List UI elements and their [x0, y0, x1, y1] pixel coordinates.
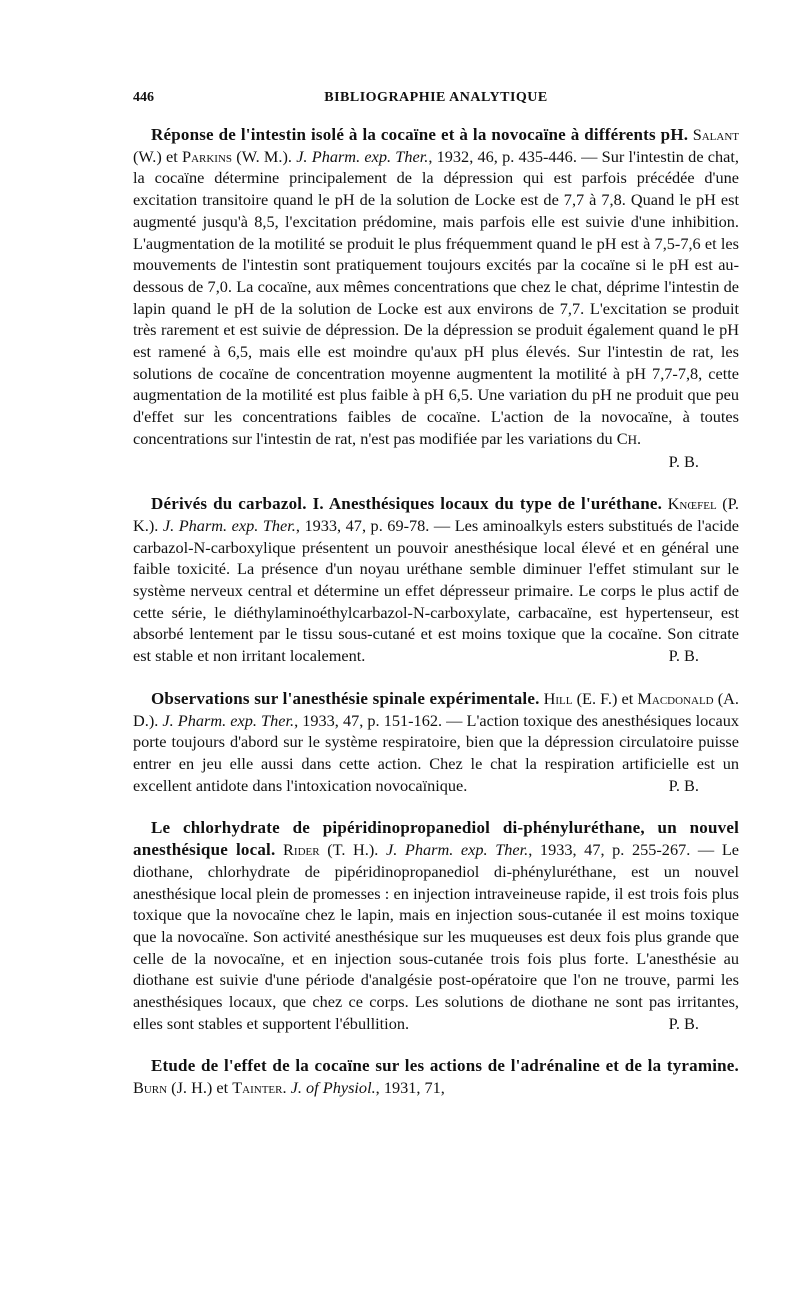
- author-initials: (E. F.) et: [576, 688, 634, 708]
- abstract-paragraph: [133, 688, 739, 797]
- article-title: Réponse de l'intestin isolé à la cocaïne et à la novocaïne à différents pH.: [151, 125, 689, 144]
- abstract-body: Sur l'intestin de chat, la cocaïne détermine principalement de la dépression qui est parfois précédée d'une excitation transitoire quand le pH de la solution de Locke est de 7,7 à 7,8. Quand le pH est augmenté jusqu'à 8,5, l'excitation prédomine, mais parfois elle est suivie d'une inhibition. L'augmentation de la motilité se produit le plus fréquemment quand le pH est à 7,5-7,6 et les mouvements de l'intestin sont pratiquement toujours excités par la cocaïne si le pH est au-dessous de 7,0. La cocaïne, aux mêmes concentrations que chez le chat, déprime l'intestin de lapin quand le pH de la solution de Locke est aux environs de 7,7. L'excitation se produit très rarement et est suivie de dépression. De la dépression se produit également quand le pH est ramené à 6,5, mais elle est moindre qu'aux pH plus élevés. Sur l'intestin de rat, les solutions de cocaïne de concentration moyenne augmentent la motilité à pH 7,7-7,8, cette augmentation de la motilité est plus faible à pH 6,5. Une variation du pH ne produit que peu d'effet sur les concentrations faibles de cocaïne. L'action de la novocaïne, à toutes concentrations sur l'intestin de rat, n'est pas modifiée par les variations du C: [133, 146, 739, 448]
- author-initials: (T. H.).: [327, 840, 379, 860]
- signature: P. B.: [668, 775, 699, 795]
- abstract-entry: [133, 1055, 739, 1098]
- author-name: Hill: [543, 688, 573, 708]
- author-name: Knœfel: [667, 494, 717, 514]
- page-header: [133, 90, 739, 112]
- abstract-body: Le diothane, chlorhydrate de pipéridinopropanediol di-phényluréthane, est un nouvel anesthésique local plein de promesses : en injection intraveineuse rapide, il est trois fois plus toxique que la novocaïne chez le lapin, mais en injection sous-cutanée il est moins toxique que la novocaïne. Son activité anesthésique sur les muqueuses est deux fois plus grande que celle de la novocaïne, et en injection sous-cutanée trois fois plus forte. L'anesthésie au diothane est suivie d'une période d'analgésie post-opératoire que l'on ne trouve, parmi les anesthésiques locaux, que chez ce corps. Les solutions de diothane ne sont pas irritantes, elles sont stables et supportent l'ébullition.: [133, 840, 739, 1033]
- punctuation: .: [637, 428, 642, 448]
- author-initials: (A. D.).: [133, 688, 739, 730]
- abstract-entry: [133, 688, 739, 797]
- author-initials: (W. M.).: [236, 146, 292, 166]
- subscript: H: [627, 431, 638, 447]
- abstract-paragraph: [133, 817, 739, 1034]
- author-name: Burn: [133, 1078, 168, 1098]
- page-number: 446: [133, 90, 154, 105]
- journal-name: J. Pharm. exp. Ther.: [162, 515, 296, 535]
- citation-ref: , 1933, 47, p. 69-78. —: [295, 515, 451, 535]
- signature: P. B.: [668, 646, 699, 666]
- author-initials: (J. H.) et: [171, 1078, 229, 1098]
- journal-name: J. Pharm. exp. Ther.: [386, 840, 529, 860]
- page-content: [133, 124, 739, 1120]
- journal-name: J. of Physiol.: [290, 1078, 376, 1098]
- abstract-paragraph: [133, 493, 739, 667]
- author-initials: .: [282, 1078, 287, 1098]
- author-initials: (P. K.).: [133, 494, 740, 535]
- running-title: BIBLIOGRAPHIE ANALYTIQUE: [324, 90, 548, 105]
- author-name: Rider: [283, 840, 320, 860]
- abstract-entry: [133, 493, 739, 667]
- abstract-entry: [133, 124, 739, 472]
- citation-ref: , 1931, 71,: [375, 1078, 445, 1098]
- article-title: Dérivés du carbazol. I. Anesthésiques locaux du type de l'uréthane.: [151, 494, 663, 514]
- author-initials: (W.) et: [133, 146, 178, 166]
- signature: P. B.: [668, 1013, 699, 1033]
- citation-ref: , 1933, 47, p. 151-162. —: [294, 710, 463, 730]
- author-name: Salant: [692, 125, 740, 144]
- article-title: Observations sur l'anesthésie spinale expérimentale.: [151, 688, 540, 708]
- citation-ref: , 1933, 47, p. 255-267. —: [528, 840, 715, 860]
- abstract-body: Les aminoalkyls esters substitués de l'acide carbazol-N-carboxylique présentent un pouvoir anesthésique local élevé et en général une faible toxicité. La présence d'un noyau uréthane semble diminuer l'effet stimulant sur le système nerveux central et détermine un effet dépresseur primaire. Le corps le plus actif de cette série, le diéthylaminoéthylcarbazol-N-carboxylate, carbacaïne, est hypertenseur, est absorbé lentement par le tissu sous-cutané et est moins toxique que la cocaïne. Son citrate est stable et non irritant localement.: [133, 515, 739, 666]
- abstract-paragraph: [133, 124, 739, 451]
- article-title: Etude de l'effet de la cocaïne sur les actions de l'adrénaline et de la tyramine.: [151, 1056, 739, 1076]
- author-name: Macdonald: [637, 688, 714, 708]
- abstract-paragraph: [133, 1055, 739, 1098]
- journal-name: J. Pharm. exp. Ther.: [296, 146, 429, 166]
- article-title: Le chlorhydrate de pipéridinopropanediol di-phényluréthane, un nouvel anesthésique local.: [133, 818, 739, 860]
- author-name: Tainter: [232, 1078, 283, 1098]
- journal-name: J. Pharm. exp. Ther.: [162, 710, 295, 730]
- author-name: Parkins: [182, 146, 233, 166]
- signature: P. B.: [668, 451, 699, 471]
- abstract-entry: [133, 817, 739, 1034]
- abstract-body: L'action toxique des anesthésiques locaux porte toujours d'abord sur le système respiratoire, bien que la dépression circulatoire puisse entrer en jeu elle aussi dans cette action. Chez le chat la respiration artificielle est un excellent antidote dans l'intoxication novocaïnique.: [133, 710, 739, 795]
- citation-ref: , 1932, 46, p. 435-446. —: [428, 146, 598, 166]
